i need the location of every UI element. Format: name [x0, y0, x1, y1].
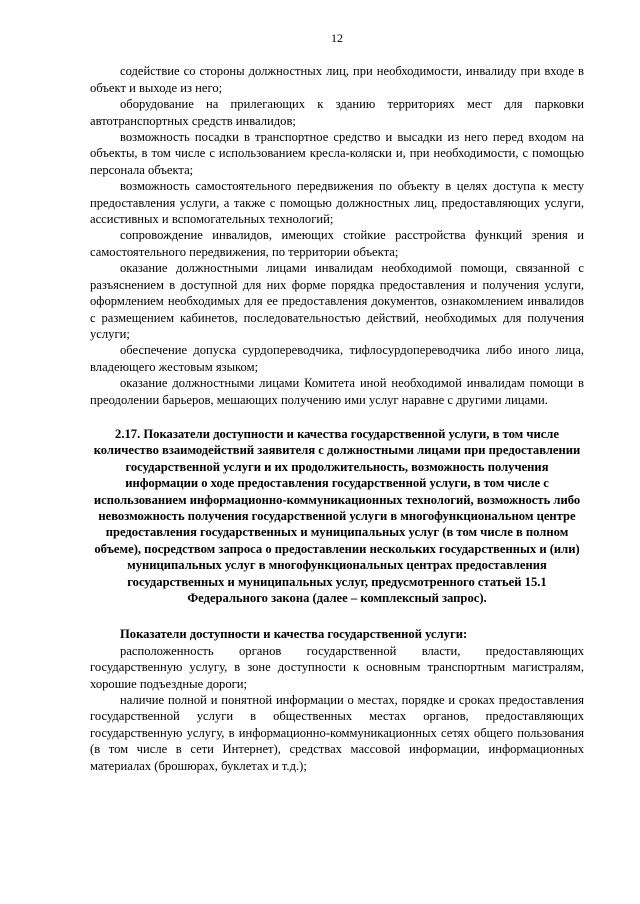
page-number: 12 [331, 31, 343, 45]
paragraph-escort: сопровождение инвалидов, имеющих стойкие расстройства функций зрения и самостоятельного передвижения, по территории объекта; [90, 228, 584, 259]
paragraph-parking: оборудование на прилегающих к зданию территориях мест для парковки автотранспортных средств инвалидов; [90, 97, 584, 128]
subheading-indicators: Показатели доступности и качества государственной услуги: [120, 627, 468, 642]
section-heading-2-17: 2.17. Показатели доступности и качества государственной услуги, в том числе количество взаимодействий заявителя с должностными лицами при предоставлении государственной услуги и их продолжительность, возможность получения информации о ходе предоставления государственной услуги, в том числе с использованием информационно-коммуникационных технологий, возможность либо невозможность получения государственной услуги в многофункциональном центре предоставления государственных и муниципальных услуг (в том числе в полном объеме), посредством запроса о предоставлении нескольких государственных и (или) муниципальных услуг в многофункциональных центрах предоставления государственных и муниципальных услуг, предусмотренного статьей 15.1 Федерального закона (далее – комплексный запрос). [93, 426, 581, 605]
paragraph-location: расположенность органов государственной власти, предоставляющих государственную услугу, в зоне доступности к основным транспортным магистралям, хорошие подъездные дороги; [90, 643, 584, 691]
paragraph-help-explanation: оказание должностными лицами инвалидам необходимой помощи, связанной с разъяснением в доступной для них форме порядка предоставления и получения услуги, оформлением необходимых для ее предоставления документов, ознакомлением инвалидов с размещением кабинетов, последовательностью действий, необходимых для получения услуги; [90, 261, 584, 341]
paragraph-other-help: оказание должностными лицами Комитета иной необходимой инвалидам помощи в преодолении барьеров, мешающих получению ими услуг наравне с другими лицами. [90, 376, 584, 407]
paragraph-information: наличие полной и понятной информации о местах, порядке и сроках предоставления государственной услуги в общественных местах органов, предоставляющих государственную услугу, в информационно-коммуникационных сетях общего пользования (в том числе в сети Интернет), средствах массовой информации, информационных материалах (брошюрах, буклетах и т.д.); [90, 693, 584, 773]
paragraph-boarding: возможность посадки в транспортное средство и высадки из него перед входом на объекты, в том числе с использованием кресла-коляски и, при необходимости, с помощью персонала объекта; [90, 130, 584, 177]
paragraph-sign-interpreter: обеспечение допуска сурдопереводчика, тифлосурдопереводчика либо иного лица, владеющего жестовым языком; [90, 343, 584, 374]
paragraph-assistance-entry: содействие со стороны должностных лиц, при необходимости, инвалиду при входе в объект и выходе из него; [90, 64, 584, 95]
paragraph-self-movement: возможность самостоятельного передвижения по объекту в целях доступа к месту предоставления услуги, а также с помощью должностных лиц, предоставляющих услуги, ассистивных и вспомогательных технологий; [90, 179, 584, 227]
